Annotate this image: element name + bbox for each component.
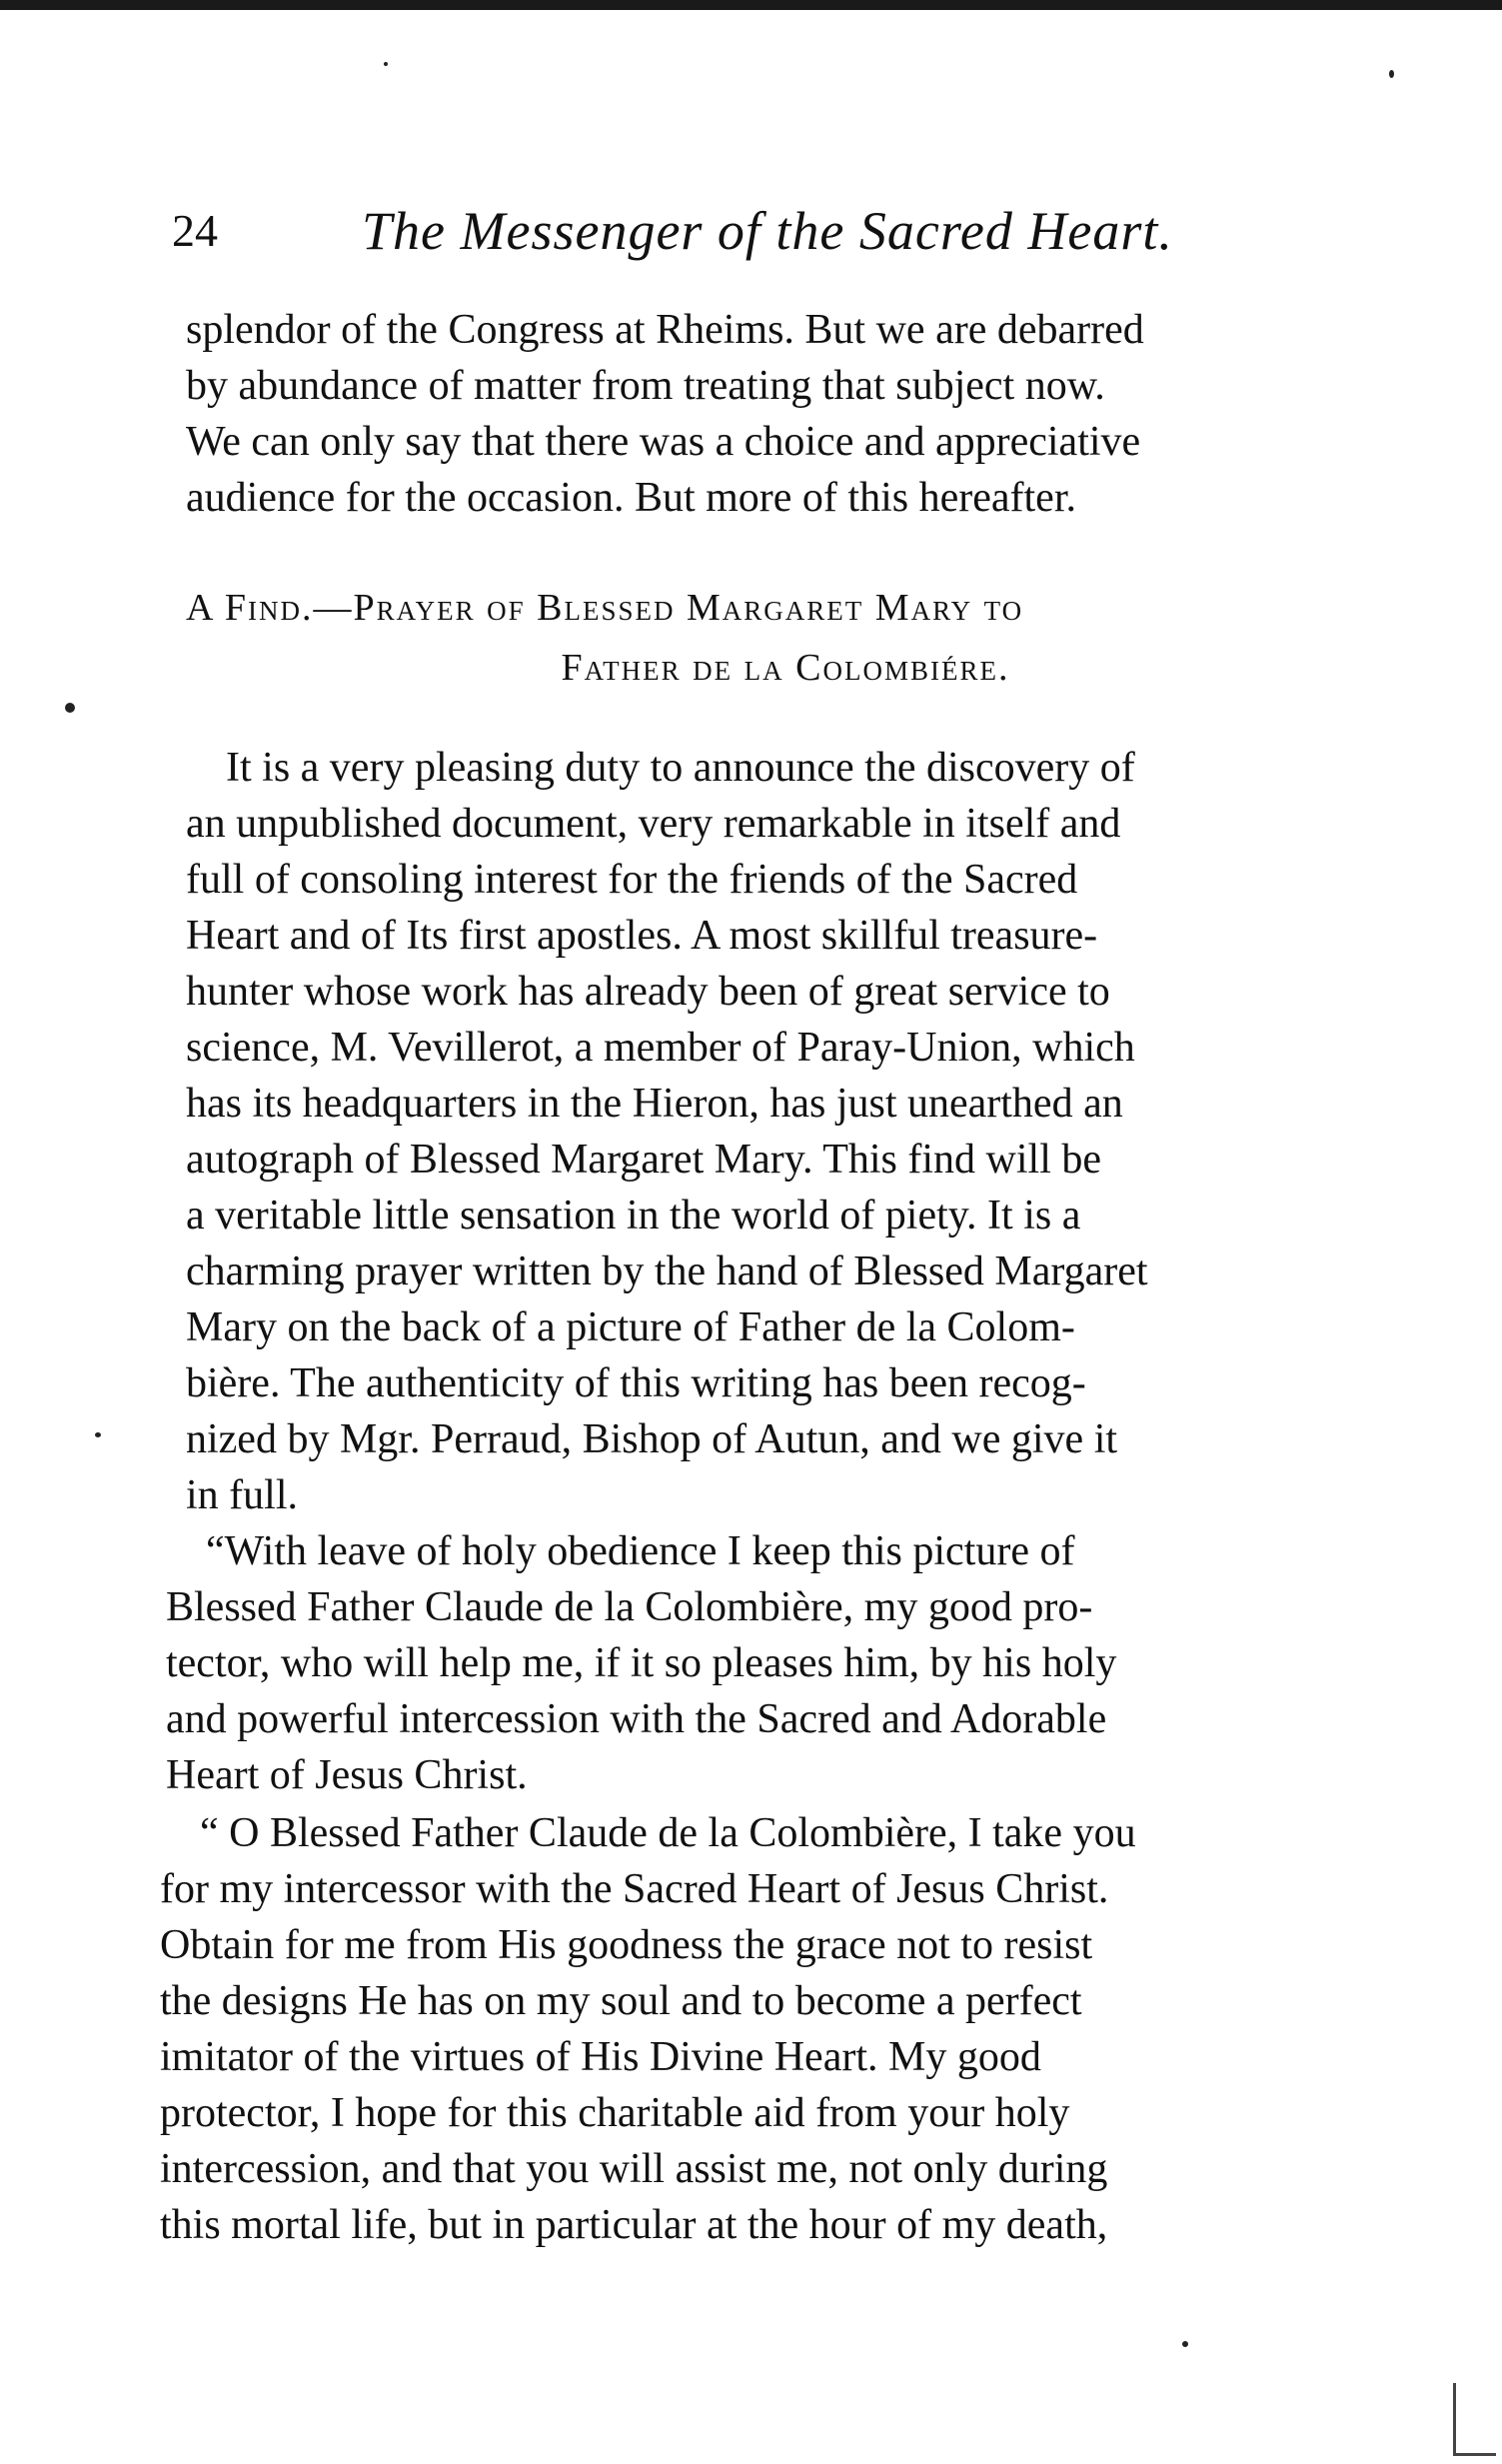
running-header [172, 200, 1381, 270]
text-line: full of consoling interest for the friends of the Sacred [186, 857, 1078, 903]
paragraph-prayer [160, 1805, 1395, 2253]
text-line: hunter whose work has already been of great service to [186, 969, 1110, 1015]
text-line: imitator of the virtues of His Divine Heart. My good [160, 2034, 1041, 2080]
text-line: nized by Mgr. Perraud, Bishop of Autun, and we give it [186, 1416, 1118, 1462]
text-line: a veritable little sensation in the world of piety. It is a [186, 1193, 1081, 1238]
text-line: this mortal life, but in particular at the hour of my death, [160, 2202, 1108, 2248]
text-line: We can only say that there was a choice and appreciative [186, 419, 1141, 465]
text-line: It is a very pleasing duty to announce the discovery of [226, 745, 1135, 791]
text-line: Heart and of Its first apostles. A most skillful treasure- [186, 913, 1098, 959]
text-line: audience for the occasion. But more of this hereafter. [186, 475, 1076, 521]
text-line: tector, who will help me, if it so pleases him, by his holy [166, 1640, 1117, 1686]
text-line: Mary on the back of a picture of Father de la Colom- [186, 1304, 1075, 1350]
margin-speck [95, 1432, 101, 1437]
margin-speck [1389, 70, 1394, 78]
top-page-edge [0, 0, 1502, 10]
text-line: by abundance of matter from treating that subject now. [186, 363, 1105, 409]
page-corner-mark [1453, 2383, 1496, 2456]
paragraph-picture-quote [166, 1523, 1395, 1803]
section-heading-line-2: Father de la Colombiére. [561, 647, 1010, 689]
text-line: for my intercessor with the Sacred Heart of Jesus Christ. [160, 1866, 1109, 1912]
margin-dot [65, 703, 75, 713]
text-line: Heart of Jesus Christ. [166, 1752, 528, 1798]
paragraph-congress [186, 302, 1395, 526]
text-line: autograph of Blessed Margaret Mary. This find will be [186, 1137, 1102, 1183]
text-line: in full. [186, 1472, 298, 1518]
text-line: and powerful intercession with the Sacred and Adorable [166, 1696, 1107, 1742]
text-line: Blessed Father Claude de la Colombière, my good pro- [166, 1584, 1093, 1630]
text-line: “ O Blessed Father Claude de la Colombière, I take you [200, 1810, 1136, 1856]
section-heading-line-1: A Find.—Prayer of Blessed Margaret Mary to [186, 587, 1024, 629]
text-line: Obtain for me from His goodness the grace not to resist [160, 1922, 1093, 1968]
text-line: intercession, and that you will assist me, not only during [160, 2146, 1108, 2192]
text-line: charming prayer written by the hand of Blessed Margaret [186, 1248, 1148, 1294]
text-line: has its headquarters in the Hieron, has just unearthed an [186, 1081, 1123, 1127]
running-title: The Messenger of the Sacred Heart. [362, 201, 1173, 261]
text-line: splendor of the Congress at Rheims. But we are debarred [186, 307, 1144, 353]
text-line: an unpublished document, very remarkable in itself and [186, 801, 1121, 847]
text-line: protector, I hope for this charitable aid from your holy [160, 2090, 1070, 2136]
text-line: bière. The authenticity of this writing has been recog- [186, 1360, 1086, 1406]
text-line: science, M. Vevillerot, a member of Paray-Union, which [186, 1025, 1135, 1071]
text-line: “With leave of holy obedience I keep this picture of [206, 1528, 1075, 1574]
margin-speck [1182, 2341, 1188, 2347]
page-number: 24 [172, 205, 218, 256]
paragraph-discovery [186, 740, 1395, 1523]
text-line: the designs He has on my soul and to become a perfect [160, 1978, 1082, 2024]
margin-speck [384, 62, 388, 66]
